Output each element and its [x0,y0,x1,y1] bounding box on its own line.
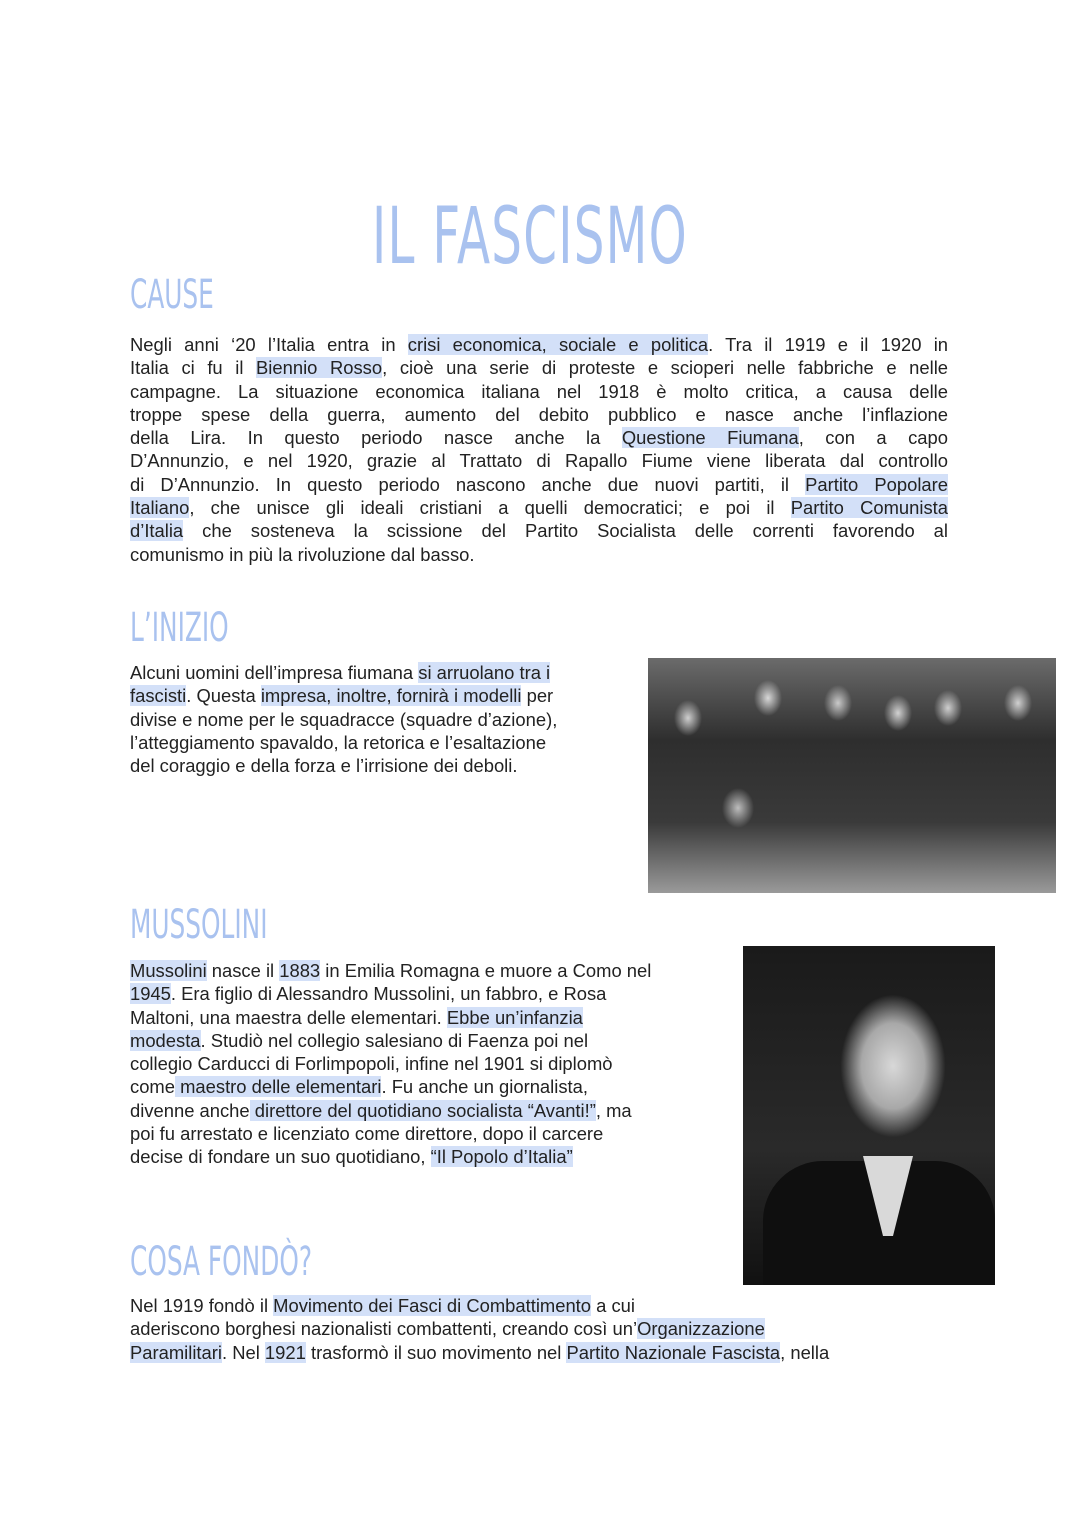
text: D’Annunzio, e nel 1920, grazie al Trattato di Rapallo Fiume viene liberata dal controllo [130,450,948,472]
text-line [130,449,948,472]
text: del coraggio e della forza e l’irrisione dei deboli. [130,755,518,777]
text-line [130,543,948,566]
text-line [130,403,948,426]
highlighted-text: si arruolano tra i [418,662,551,683]
highlighted-text: 1883 [279,960,321,981]
highlighted-text: Partito Comunista [790,497,948,519]
text: Alcuni uomini dell’impresa fiumana [130,662,419,683]
text: . Questa [186,685,261,707]
text: . Tra il 1919 e il 1920 in [708,334,949,355]
text: come [130,1076,175,1098]
highlighted-text: Paramilitari [130,1341,222,1363]
highlighted-text: direttore del quotidiano socialista “Avanti!” [249,1099,596,1121]
text: trasformò il suo movimento nel [305,1341,567,1363]
text-line [130,1099,651,1122]
highlighted-text: Partito Popolare [805,473,948,495]
text-line [130,1122,651,1145]
text: . Era figlio di Alessandro Mussolini, un fabbro, e Rosa [170,983,607,1005]
text: campagne. La situazione economica italiana nel 1918 è molto critica, a causa delle [130,380,948,402]
text: della Lira. In questo periodo nasce anche la [130,427,622,449]
text: l’atteggiamento spavaldo, la retorica e l’esaltazione [130,731,547,753]
highlighted-text: 1921 [264,1341,306,1363]
highlighted-text: Movimento dei Fasci di Combattimento [273,1295,592,1316]
section-heading-cosa-fondo: COSA FONDÒ? [130,1239,313,1285]
photo-fascist-group [648,658,1056,893]
page-title: IL FASCISMO [372,192,688,283]
text: , nella [780,1341,830,1363]
text-line [130,519,948,542]
text: , che unisce gli ideali cristiani a quelli democratici; e poi il [189,497,791,519]
text: troppe spese della guerra, aumento del debito pubblico e nasce anche l’inflazione [130,403,948,425]
text-line [130,684,557,707]
text-line [130,1341,829,1364]
text: . Fu anche un giornalista, [381,1076,588,1098]
highlighted-text: Partito Nazionale Fascista [566,1341,781,1363]
text: , con a capo [798,427,948,449]
text-line [130,496,948,519]
text: che sosteneva la scissione del Partito Socialista delle correnti favorendo al [183,520,948,542]
text-line [130,1006,651,1029]
text: decise di fondare un suo quotidiano, [130,1146,431,1168]
paragraph-cosa-fondo [130,1294,829,1364]
text: Maltoni, una maestra delle elementari. [130,1006,447,1028]
text: Negli anni ‘20 l’Italia entra in [130,334,408,355]
highlighted-text: Questione Fiumana [621,427,799,449]
text: poi fu arrestato e licenziato come direttore, dopo il carcere [130,1123,604,1145]
text-line [130,1075,651,1098]
text: a cui [591,1295,635,1316]
text-line [130,754,557,777]
text: Nel 1919 fondò il [130,1295,274,1316]
text-line [130,982,651,1005]
text: divenne anche [130,1099,250,1121]
text-line [130,731,557,754]
text: Italia ci fu il [130,357,257,379]
text-line [130,1029,651,1052]
highlighted-text: 1945 [130,983,171,1005]
text-line [130,473,948,496]
text: di D’Annunzio. In questo periodo nascono anche due nuovi partiti, il [130,473,806,495]
highlighted-text: impresa, inoltre, fornirà i modelli [260,685,522,707]
text-line [130,356,948,379]
photo-mussolini-portrait [743,946,995,1285]
text: aderiscono borghesi nazionalisti combattenti, creando così un’ [130,1318,638,1340]
text-line [130,1052,651,1075]
highlighted-text: Organizzazione [637,1318,765,1340]
highlighted-text: “Il Popolo d’Italia” [430,1146,573,1168]
text: . Nel [221,1341,265,1363]
text: per [521,685,554,707]
highlighted-text: crisi economica, sociale e politica [407,334,709,355]
text-line [130,333,948,356]
highlighted-text: maestro delle elementari [174,1076,382,1098]
section-heading-mussolini: MUSSOLINI [130,902,268,948]
text: , ma [595,1099,632,1121]
text-line [130,959,651,982]
highlighted-text: d’Italia [130,520,184,542]
text: , cioè una serie di proteste e scioperi nelle fabbriche e nelle [382,357,949,379]
paragraph-mussolini [130,959,651,1169]
text-line [130,661,557,684]
section-heading-cause: CAUSE [130,272,214,318]
text-line [130,708,557,731]
text-line [130,1294,829,1317]
text: nasce il [206,960,280,981]
section-heading-inizio: L’INIZIO [130,605,229,651]
text: comunismo in più la rivoluzione dal basso. [130,543,475,565]
text-line [130,380,948,403]
text: . Studiò nel collegio salesiano di Faenza poi nel [200,1029,589,1051]
highlighted-text: Italiano [130,497,190,519]
highlighted-text: Mussolini [130,960,207,981]
paragraph-cause [130,333,948,566]
highlighted-text: fascisti [130,685,187,707]
text-line [130,1145,651,1168]
highlighted-text: modesta [130,1029,201,1051]
text: collegio Carducci di Forlimpopoli, infine nel 1901 si diplomò [130,1053,613,1075]
text: divise e nome per le squadracce (squadre d’azione), [130,708,558,730]
paragraph-inizio [130,661,557,777]
text-line [130,426,948,449]
text-line [130,1317,829,1340]
highlighted-text: Ebbe un’infanzia [446,1006,583,1028]
highlighted-text: Biennio Rosso [256,357,383,379]
text: in Emilia Romagna e muore a Como nel [320,960,652,981]
